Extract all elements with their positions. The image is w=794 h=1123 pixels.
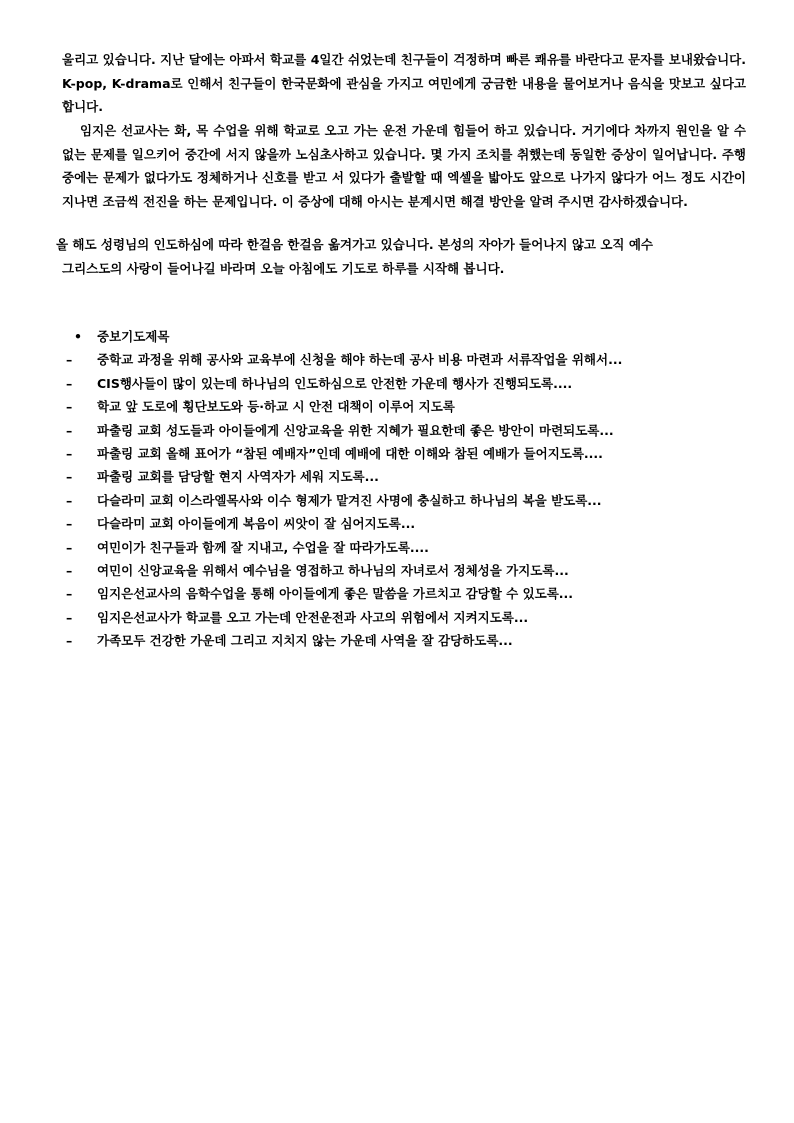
- prayer-item: [66, 512, 756, 535]
- dash-marker: –: [66, 633, 73, 649]
- dash-marker: –: [66, 375, 73, 391]
- prayer-item: [66, 372, 756, 395]
- dash-marker: –: [66, 445, 73, 461]
- dash-marker: –: [66, 422, 73, 438]
- prayer-item-text: CIS행사들이 많이 있는데 하나님의 인도하심으로 안전한 가운데 행사가 진행되도록....: [97, 375, 573, 391]
- prayer-list: [66, 325, 756, 652]
- prayer-item-text: 파출링 교회 성도들과 아이들에게 신앙교육을 위한 지혜가 필요한데 좋은 방안이 마련되도록...: [97, 422, 614, 438]
- prayer-heading-text: 중보기도제목: [97, 329, 170, 344]
- dash-marker: –: [66, 492, 73, 508]
- prayer-item: [66, 489, 756, 512]
- prayer-item: [66, 536, 756, 559]
- prayer-item-text: 여민이 신앙교육을 위해서 예수님을 영접하고 하나님의 자녀로서 정체성을 가지도록...: [97, 562, 569, 578]
- prayer-item: [66, 629, 756, 652]
- dash-marker: –: [66, 469, 73, 485]
- prayer-item-text: 다슬라미 교회 이스라엘목사와 이수 형제가 맡겨진 사명에 충실하고 하나님의 복을 받도록...: [97, 492, 602, 508]
- closing-line-1: 올 해도 성령님의 인도하심에 따라 한걸음 한걸음 옮겨가고 있습니다. 본성의 자아가 들어나지 않고 오직 예수: [56, 237, 653, 252]
- prayer-item-text: 다슬라미 교회 아이들에게 복음이 씨앗이 잘 심어지도록...: [97, 516, 416, 532]
- prayer-item: [66, 442, 756, 465]
- dash-marker: –: [66, 399, 73, 415]
- prayer-item: [66, 582, 756, 605]
- prayer-item-text: 여민이가 친구들과 함께 잘 지내고, 수업을 잘 따라가도록....: [97, 539, 429, 555]
- dash-marker: –: [66, 586, 73, 602]
- prayer-item: [66, 348, 756, 371]
- closing-line-2: 그리스도의 사랑이 들어나길 바라며 오늘 아침에도 기도로 하루를 시작해 봅니다.: [62, 260, 505, 276]
- prayer-item-text: 임지은선교사가 학교를 오고 가는데 안전운전과 사고의 위험에서 지켜지도록...: [97, 609, 529, 625]
- prayer-item-text: 학교 앞 도로에 횡단보도와 등·하교 시 안전 대책이 이루어 지도록: [97, 399, 455, 415]
- dash-marker: –: [66, 352, 73, 368]
- prayer-item: [66, 559, 756, 582]
- paragraph-family-news: 울리고 있습니다. 지난 달에는 아파서 학교를 4일간 쉬었는데 친구들이 걱정하며 빠른 쾌유를 바란다고 문자를 보내왔습니다. K-pop, K-drama로 인해서 친구들이 한국문화에 관심을 가지고 여민에게 궁금한 내용을 물어보거나 음식을 맛보고 싶다고 합니다.: [62, 52, 746, 114]
- prayer-item-text: 파출링 교회를 담당할 현지 사역자가 세워 지도록...: [97, 469, 379, 485]
- paragraph-closing: [56, 233, 746, 280]
- dash-marker: –: [66, 516, 73, 532]
- prayer-item-text: 가족모두 건강한 가운데 그리고 지치지 않는 가운데 사역을 잘 감당하도록...: [97, 633, 513, 649]
- prayer-list-heading: [66, 325, 756, 348]
- prayer-item: [66, 465, 756, 488]
- dash-marker: –: [66, 609, 73, 625]
- bullet-marker: •: [74, 329, 82, 344]
- prayer-item-text: 파출링 교회 올해 표어가 “참된 예배자”인데 예배에 대한 이해와 참된 예배가 들어지도록....: [97, 445, 603, 461]
- prayer-item-text: 중학교 과정을 위해 공사와 교육부에 신청을 해야 하는데 공사 비용 마련과 서류작업을 위해서...: [97, 352, 623, 368]
- prayer-item-text: 임지은선교사의 음학수업을 통해 아이들에게 좋은 말씀을 가르치고 감당할 수 있도록...: [97, 586, 574, 602]
- prayer-item: [66, 419, 756, 442]
- paragraph-car-problem: 임지은 선교사는 화, 목 수업을 위해 학교로 오고 가는 운전 가운데 힘들어 하고 있습니다. 거기에다 차까지 원인을 알 수 없는 문제를 일으키어 중간에 서지 않을까 노심초사하고 있습니다. 몇 가지 조치를 취했는데 동일한 증상이 일어납니다. 주행 중에는 문제가 없다가도 정체하거나 신호를 받고 서 있다가 출발할 때 엑셀을 밟아도 앞으로 나가지 않다가 어느 정도 시간이 지나면 조금씩 전진을 하는 문제입니다. 이 증상에 대해 아시는 분계시면 해결 방안을 알려 주시면 감사하겠습니다.: [62, 123, 746, 209]
- prayer-item: [66, 395, 756, 418]
- dash-marker: –: [66, 562, 73, 578]
- prayer-item: [66, 606, 756, 629]
- dash-marker: –: [66, 539, 73, 555]
